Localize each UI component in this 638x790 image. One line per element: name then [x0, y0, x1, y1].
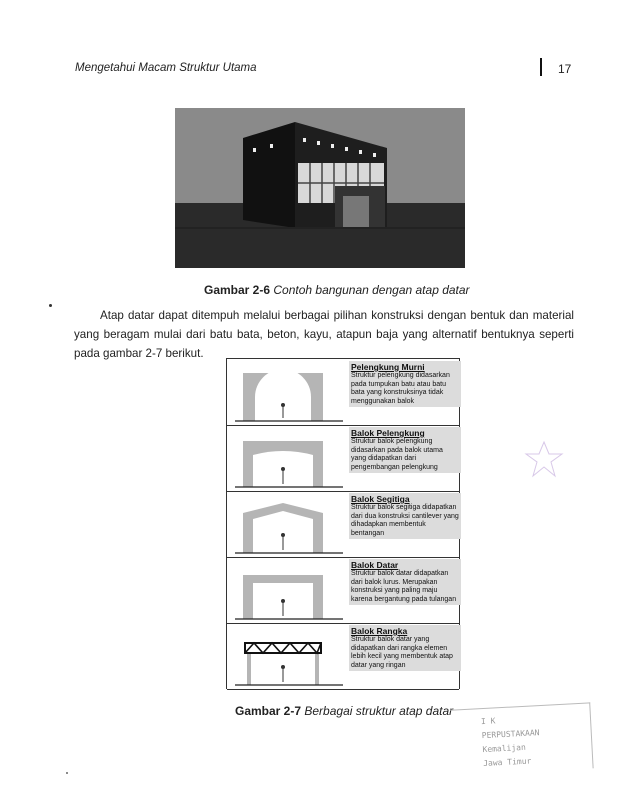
- panel-balok-datar: [227, 557, 459, 624]
- stamp-line: I K: [480, 716, 496, 727]
- panel-title: Balok Segitiga: [351, 494, 410, 504]
- panel-description: [349, 361, 461, 407]
- figure-caption-2-6: [204, 283, 470, 297]
- panel-description: [349, 427, 461, 473]
- margin-dot: [66, 772, 68, 774]
- figure-caption-text: Berbagai struktur atap datar: [304, 704, 454, 718]
- header-divider: [540, 58, 542, 76]
- building-photo: [175, 108, 465, 268]
- panel-text: Struktur balok datar didapatkan dari balok lurus. Merupakan konstruksi yang paling maju karena bergantung pada tulangan: [351, 570, 457, 603]
- figure-label: Gambar 2-7: [235, 704, 302, 718]
- panel-description: [349, 625, 461, 671]
- running-header: Mengetahui Macam Struktur Utama: [75, 62, 257, 74]
- panel-title: Pelengkung Murni: [351, 362, 425, 372]
- figure-label: Gambar 2-6: [204, 283, 271, 297]
- paragraph-text: Atap datar dapat ditempuh melalui berbagai pilihan konstruksi dengan bentuk dan material yang beragam mulai dari batu bata, beton, kayu, atapun baja yang alternatif bentuknya seperti pada gambar 2-7 berikut.: [74, 309, 574, 360]
- panel-title: Balok Datar: [351, 560, 399, 570]
- panel-balok-segitiga: [227, 491, 459, 558]
- page-number: 17: [558, 62, 572, 76]
- panel-title: Balok Pelengkung: [351, 428, 425, 438]
- star-watermark-icon: [524, 440, 564, 480]
- margin-dot: [49, 304, 52, 307]
- stamp-line: PERPUSTAKAAN: [481, 728, 540, 741]
- figure-caption-2-7: [235, 704, 453, 718]
- stamp-line: Jawa Timur: [482, 756, 532, 769]
- body-paragraph: [74, 306, 574, 363]
- panel-title: Balok Rangka: [351, 626, 408, 636]
- figure-caption-text: Contoh bangunan dengan atap datar: [273, 283, 470, 297]
- stamp-line: Kemalijan: [482, 742, 527, 755]
- library-stamp: [450, 702, 593, 775]
- panel-pelengkung-murni: [227, 359, 459, 426]
- panel-balok-rangka: [227, 623, 459, 690]
- structure-figure: [226, 358, 460, 689]
- panel-text: Struktur balok pelengkung didasarkan pada balok utama yang didapatkan dari pengembangan pelengkung: [351, 438, 443, 471]
- panel-text: Struktur balok datar yang didapatkan dari rangka elemen lebih kecil yang membentuk atap datar yang ringan: [351, 636, 453, 669]
- panel-balok-pelengkung: [227, 425, 459, 492]
- panel-description: [349, 493, 461, 539]
- panel-text: Struktur pelengkung didasarkan pada tumpukan batu atau batu bata yang konstruksinya tidak menggunakan balok: [351, 372, 450, 405]
- panel-description: [349, 559, 461, 605]
- panel-text: Struktur balok segitiga didapatkan dari dua konstruksi cantilever yang dihadapkan membentuk bentangan: [351, 504, 459, 537]
